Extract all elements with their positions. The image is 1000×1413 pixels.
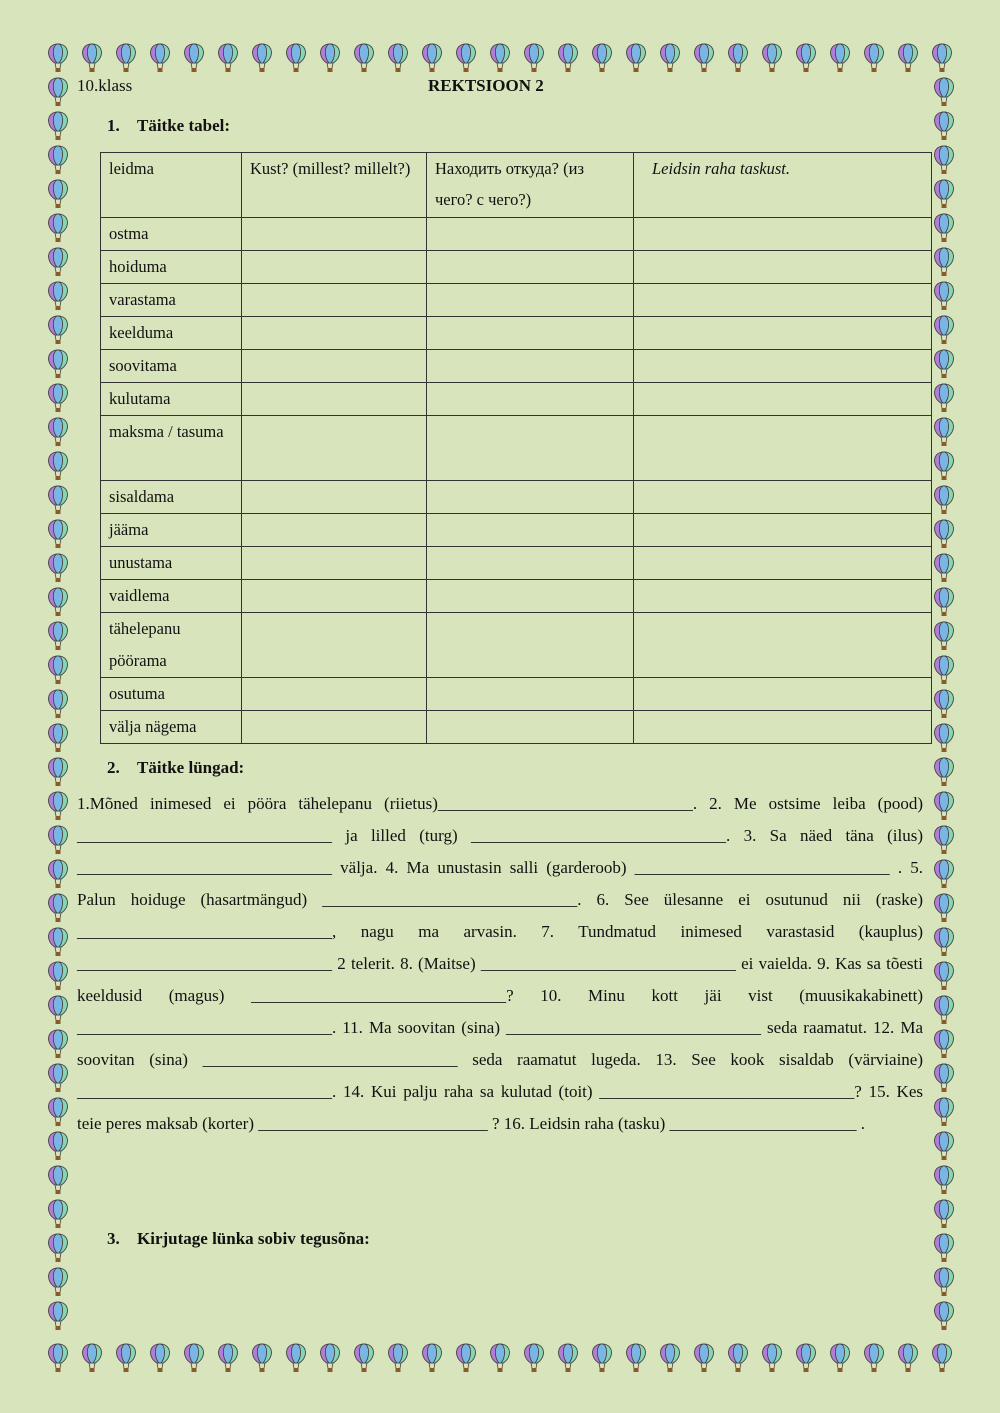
- hot-air-balloon-icon: [457, 1344, 476, 1372]
- hot-air-balloon-icon: [935, 1132, 954, 1160]
- hot-air-balloon-icon: [355, 1344, 374, 1372]
- answer-cell-example[interactable]: [634, 284, 932, 317]
- hot-air-balloon-icon: [935, 1200, 954, 1228]
- hot-air-balloon-icon: [49, 1098, 68, 1126]
- table-row: [101, 481, 932, 514]
- hot-air-balloon-icon: [935, 384, 954, 412]
- hot-air-balloon-icon: [287, 1344, 306, 1372]
- table-row: [101, 218, 932, 251]
- answer-cell-question-et[interactable]: [242, 711, 427, 744]
- answer-cell-question-et[interactable]: [242, 481, 427, 514]
- hot-air-balloon-icon: [49, 1064, 68, 1092]
- answer-cell-question-ru[interactable]: [427, 514, 634, 547]
- answer-cell-question-ru[interactable]: [427, 580, 634, 613]
- answer-cell-question-ru[interactable]: [427, 251, 634, 284]
- table-row: [101, 678, 932, 711]
- hot-air-balloon-icon: [661, 44, 680, 72]
- hot-air-balloon-icon: [423, 44, 442, 72]
- hot-air-balloon-icon: [627, 44, 646, 72]
- hot-air-balloon-icon: [559, 1344, 578, 1372]
- verb-cell: keelduma: [101, 317, 242, 350]
- hot-air-balloon-icon: [49, 826, 68, 854]
- table-row: [101, 251, 932, 284]
- verb-cell: unustama: [101, 547, 242, 580]
- hot-air-balloon-icon: [935, 112, 954, 140]
- hot-air-balloon-icon: [661, 1344, 680, 1372]
- section-1-number: 1.: [107, 116, 120, 135]
- verb-cell: vaidlema: [101, 580, 242, 613]
- verb-cell: maksma / tasuma: [101, 416, 242, 481]
- hot-air-balloon-icon: [935, 894, 954, 922]
- hot-air-balloon-icon: [49, 792, 68, 820]
- hot-air-balloon-icon: [49, 1030, 68, 1058]
- answer-cell-question-et[interactable]: [242, 251, 427, 284]
- answer-cell-question-ru[interactable]: [427, 284, 634, 317]
- hot-air-balloon-icon: [935, 996, 954, 1024]
- hot-air-balloon-icon: [49, 112, 68, 140]
- hot-air-balloon-icon: [49, 146, 68, 174]
- verb-cell: jääma: [101, 514, 242, 547]
- answer-cell-question-et[interactable]: [242, 350, 427, 383]
- hot-air-balloon-icon: [491, 44, 510, 72]
- hot-air-balloon-icon: [935, 724, 954, 752]
- hot-air-balloon-icon: [935, 826, 954, 854]
- hot-air-balloon-icon: [933, 1344, 952, 1372]
- hot-air-balloon-icon: [185, 44, 204, 72]
- answer-cell-question-et[interactable]: [242, 580, 427, 613]
- hot-air-balloon-icon: [935, 1234, 954, 1262]
- answer-cell-example[interactable]: [634, 678, 932, 711]
- hot-air-balloon-icon: [935, 350, 954, 378]
- hot-air-balloon-icon: [321, 1344, 340, 1372]
- header-cell-verb: leidma: [101, 153, 242, 218]
- hot-air-balloon-icon: [935, 418, 954, 446]
- table-row: [101, 284, 932, 317]
- hot-air-balloon-icon: [49, 996, 68, 1024]
- hot-air-balloon-icon: [49, 894, 68, 922]
- hot-air-balloon-icon: [935, 622, 954, 650]
- table-row: [101, 350, 932, 383]
- hot-air-balloon-icon: [253, 1344, 272, 1372]
- hot-air-balloon-icon: [185, 1344, 204, 1372]
- hot-air-balloon-icon: [117, 44, 136, 72]
- hot-air-balloon-icon: [49, 486, 68, 514]
- hot-air-balloon-icon: [729, 44, 748, 72]
- hot-air-balloon-icon: [797, 44, 816, 72]
- hot-air-balloon-icon: [287, 44, 306, 72]
- hot-air-balloon-icon: [763, 1344, 782, 1372]
- hot-air-balloon-icon: [49, 1132, 68, 1160]
- hot-air-balloon-icon: [935, 316, 954, 344]
- hot-air-balloon-icon: [933, 44, 952, 72]
- answer-cell-example[interactable]: [634, 416, 932, 481]
- answer-cell-example[interactable]: [634, 514, 932, 547]
- grade-label: 10.klass: [77, 76, 133, 95]
- hot-air-balloon-icon: [49, 622, 68, 650]
- hot-air-balloon-icon: [935, 1064, 954, 1092]
- table-header-row: [101, 153, 932, 218]
- answer-cell-question-et[interactable]: [242, 678, 427, 711]
- hot-air-balloon-icon: [321, 44, 340, 72]
- answer-cell-example[interactable]: [634, 317, 932, 350]
- hot-air-balloon-icon: [831, 1344, 850, 1372]
- hot-air-balloon-icon: [593, 44, 612, 72]
- hot-air-balloon-icon: [49, 962, 68, 990]
- hot-air-balloon-icon: [593, 1344, 612, 1372]
- fill-in-exercise-text: 1.Mõned inimesed ei pööra tähelepanu (riietus)______________________________. 2. Me ostsime leiba (pood) ______________________________ ja lilled (turg) ______________________________. 3. Sa näed täna (ilus) ______________________________ välja. 4. Ma unustasin salli (garderoob) ______________________________ . 5. Palun hoiduge (hasartmängud) ______________________________. 6. See ülesanne ei osutunud nii (raske) ______________________________, nagu ma arvasin. 7. Tundmatud inimesed varastasid (kauplus) ______________________________ 2 telerit. 8. (Maitse) ______________________________ ei vaielda. 9. Kas sa tõesti keeldusid (magus) ______________________________? 10. Minu kott jäi vist (muusikakabinett) ______________________________. 11. Ma soovitan (sina) ______________________________ seda raamatut. 12. Ma soovitan (sina) ______________________________ seda raamatut lugeda. 13. See kook sisaldab (värviaine) ______________________________. 14. Kui palju raha sa kulutad (toit) ______________________________? 15. Kes teie peres maksab (korter) ___________________________ ? 16. Leidsin raha (tasku) ______________________ .: [77, 794, 923, 1133]
- table-row: [101, 514, 932, 547]
- answer-cell-question-ru[interactable]: [427, 613, 634, 678]
- hot-air-balloon-icon: [935, 1030, 954, 1058]
- hot-air-balloon-icon: [935, 146, 954, 174]
- table-row: [101, 580, 932, 613]
- hot-air-balloon-icon: [935, 656, 954, 684]
- section-3-title: Kirjutage lünka sobiv tegusõna:: [137, 1229, 370, 1248]
- hot-air-balloon-icon: [935, 452, 954, 480]
- hot-air-balloon-icon: [49, 1166, 68, 1194]
- hot-air-balloon-icon: [729, 1344, 748, 1372]
- hot-air-balloon-icon: [49, 520, 68, 548]
- table-row: [101, 317, 932, 350]
- answer-cell-question-ru[interactable]: [427, 317, 634, 350]
- answer-cell-question-ru[interactable]: [427, 416, 634, 481]
- hot-air-balloon-icon: [899, 1344, 918, 1372]
- hot-air-balloon-icon: [49, 316, 68, 344]
- verb-cell: välja nägema: [101, 711, 242, 744]
- hot-air-balloon-icon: [525, 1344, 544, 1372]
- hot-air-balloon-icon: [935, 1302, 954, 1330]
- hot-air-balloon-icon: [935, 282, 954, 310]
- hot-air-balloon-icon: [763, 44, 782, 72]
- hot-air-balloon-icon: [49, 656, 68, 684]
- hot-air-balloon-icon: [49, 1268, 68, 1296]
- hot-air-balloon-icon: [49, 452, 68, 480]
- table-row: [101, 613, 932, 678]
- table-row: [101, 383, 932, 416]
- hot-air-balloon-icon: [49, 1302, 68, 1330]
- hot-air-balloon-icon: [935, 690, 954, 718]
- hot-air-balloon-icon: [49, 588, 68, 616]
- answer-cell-question-ru[interactable]: [427, 383, 634, 416]
- hot-air-balloon-icon: [935, 486, 954, 514]
- hot-air-balloon-icon: [627, 1344, 646, 1372]
- hot-air-balloon-icon: [151, 1344, 170, 1372]
- hot-air-balloon-icon: [935, 1098, 954, 1126]
- hot-air-balloon-icon: [935, 214, 954, 242]
- hot-air-balloon-icon: [797, 1344, 816, 1372]
- table-row: [101, 416, 932, 481]
- hot-air-balloon-icon: [423, 1344, 442, 1372]
- answer-cell-example[interactable]: [634, 251, 932, 284]
- hot-air-balloon-icon: [49, 1234, 68, 1262]
- hot-air-balloon-icon: [935, 520, 954, 548]
- rection-table: [100, 152, 932, 744]
- verb-cell: soovitama: [101, 350, 242, 383]
- hot-air-balloon-icon: [899, 44, 918, 72]
- answer-cell-example[interactable]: [634, 711, 932, 744]
- hot-air-balloon-icon: [355, 44, 374, 72]
- hot-air-balloon-icon: [935, 928, 954, 956]
- answer-cell-question-et[interactable]: [242, 416, 427, 481]
- answer-cell-question-et[interactable]: [242, 514, 427, 547]
- answer-cell-example[interactable]: [634, 547, 932, 580]
- answer-cell-question-ru[interactable]: [427, 350, 634, 383]
- hot-air-balloon-icon: [83, 1344, 102, 1372]
- hot-air-balloon-icon: [49, 282, 68, 310]
- header-cell-question-ru: Находить откуда? (из чего? с чего?): [427, 153, 634, 218]
- verb-cell: tähelepanu pöörama: [101, 613, 242, 678]
- hot-air-balloon-icon: [389, 44, 408, 72]
- hot-air-balloon-icon: [49, 860, 68, 888]
- answer-cell-question-ru[interactable]: [427, 218, 634, 251]
- answer-cell-question-ru[interactable]: [427, 711, 634, 744]
- table-row: [101, 547, 932, 580]
- hot-air-balloon-icon: [49, 758, 68, 786]
- hot-air-balloon-icon: [935, 588, 954, 616]
- hot-air-balloon-icon: [935, 180, 954, 208]
- section-1-title: Täitke tabel:: [137, 116, 231, 135]
- answer-cell-example[interactable]: [634, 383, 932, 416]
- hot-air-balloon-icon: [935, 860, 954, 888]
- verb-cell: varastama: [101, 284, 242, 317]
- hot-air-balloon-icon: [49, 554, 68, 582]
- hot-air-balloon-icon: [865, 1344, 884, 1372]
- answer-cell-example[interactable]: [634, 218, 932, 251]
- hot-air-balloon-icon: [49, 180, 68, 208]
- hot-air-balloon-icon: [695, 1344, 714, 1372]
- answer-cell-question-ru[interactable]: [427, 678, 634, 711]
- answer-cell-example[interactable]: [634, 481, 932, 514]
- section-1-heading: [107, 116, 230, 136]
- hot-air-balloon-icon: [49, 1200, 68, 1228]
- answer-cell-example[interactable]: [634, 350, 932, 383]
- hot-air-balloon-icon: [49, 44, 68, 72]
- answer-cell-question-et[interactable]: [242, 284, 427, 317]
- hot-air-balloon-icon: [831, 44, 850, 72]
- hot-air-balloon-icon: [49, 724, 68, 752]
- verb-cell: kulutama: [101, 383, 242, 416]
- hot-air-balloon-icon: [525, 44, 544, 72]
- hot-air-balloon-icon: [935, 758, 954, 786]
- hot-air-balloon-icon: [253, 44, 272, 72]
- verb-cell: osutuma: [101, 678, 242, 711]
- hot-air-balloon-icon: [219, 44, 238, 72]
- answer-cell-question-et[interactable]: [242, 383, 427, 416]
- hot-air-balloon-icon: [49, 928, 68, 956]
- hot-air-balloon-icon: [49, 1344, 68, 1372]
- section-2-number: 2.: [107, 758, 120, 777]
- section-2-title: Täitke lüngad:: [137, 758, 245, 777]
- hot-air-balloon-icon: [83, 44, 102, 72]
- hot-air-balloon-icon: [49, 418, 68, 446]
- page-title: REKTSIOON 2: [428, 76, 544, 95]
- verb-cell: hoiduma: [101, 251, 242, 284]
- hot-air-balloon-icon: [695, 44, 714, 72]
- hot-air-balloon-icon: [389, 1344, 408, 1372]
- hot-air-balloon-icon: [49, 248, 68, 276]
- answer-cell-question-et[interactable]: [242, 317, 427, 350]
- hot-air-balloon-icon: [117, 1344, 136, 1372]
- hot-air-balloon-icon: [935, 248, 954, 276]
- hot-air-balloon-icon: [865, 44, 884, 72]
- answer-cell-question-et[interactable]: [242, 547, 427, 580]
- answer-cell-question-ru[interactable]: [427, 481, 634, 514]
- hot-air-balloon-icon: [935, 1268, 954, 1296]
- verb-cell: sisaldama: [101, 481, 242, 514]
- hot-air-balloon-icon: [49, 78, 68, 106]
- section-3-number: 3.: [107, 1229, 120, 1248]
- hot-air-balloon-icon: [935, 792, 954, 820]
- hot-air-balloon-icon: [219, 1344, 238, 1372]
- answer-cell-example[interactable]: [634, 580, 932, 613]
- hot-air-balloon-icon: [491, 1344, 510, 1372]
- hot-air-balloon-icon: [49, 690, 68, 718]
- hot-air-balloon-icon: [151, 44, 170, 72]
- answer-cell-question-et[interactable]: [242, 613, 427, 678]
- hot-air-balloon-icon: [935, 1166, 954, 1194]
- section-2-heading: [107, 758, 244, 778]
- verb-cell: ostma: [101, 218, 242, 251]
- table-row: [101, 711, 932, 744]
- hot-air-balloon-icon: [457, 44, 476, 72]
- hot-air-balloon-icon: [559, 44, 578, 72]
- header-cell-question-et: Kust? (millest? millelt?): [242, 153, 427, 218]
- answer-cell-example[interactable]: [634, 613, 932, 678]
- hot-air-balloon-icon: [935, 554, 954, 582]
- hot-air-balloon-icon: [49, 350, 68, 378]
- hot-air-balloon-icon: [49, 214, 68, 242]
- answer-cell-question-ru[interactable]: [427, 547, 634, 580]
- answer-cell-question-et[interactable]: [242, 218, 427, 251]
- hot-air-balloon-icon: [935, 962, 954, 990]
- hot-air-balloon-icon: [935, 78, 954, 106]
- hot-air-balloon-icon: [49, 384, 68, 412]
- header-cell-example: Leidsin raha taskust.: [634, 153, 932, 218]
- section-3-heading: [107, 1229, 370, 1249]
